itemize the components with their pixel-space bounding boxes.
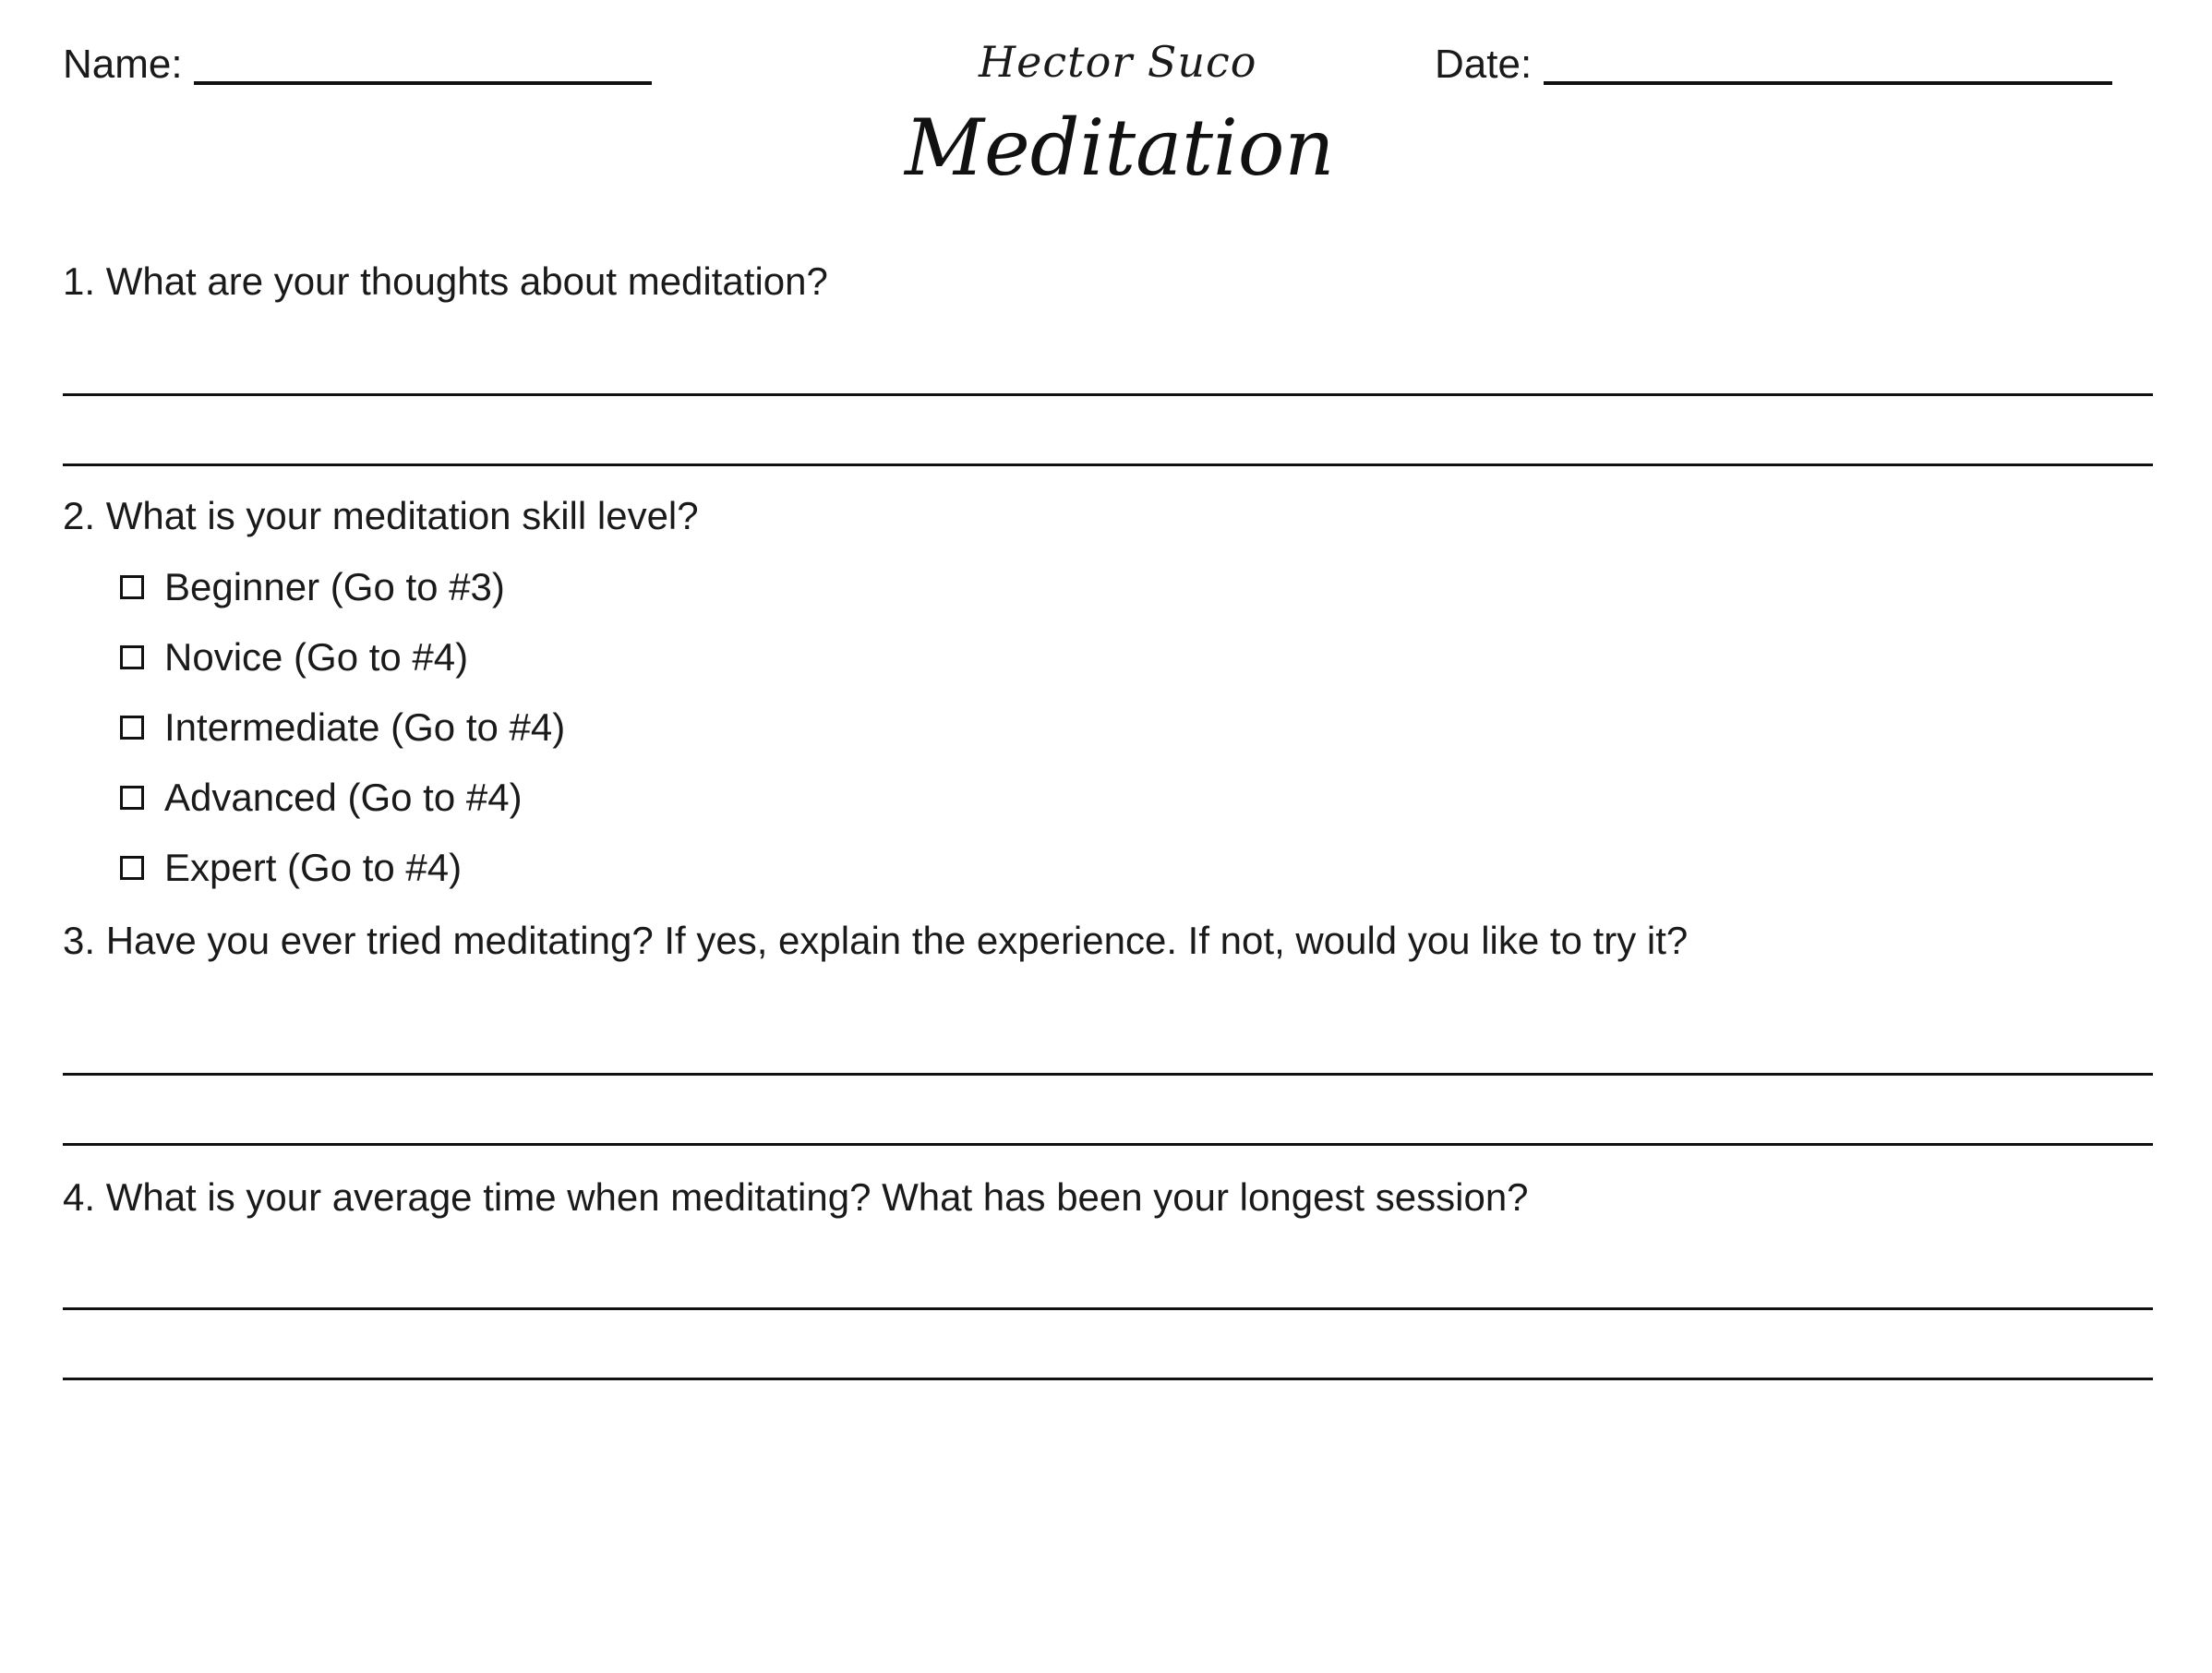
option-label: Advanced (Go to #4) [164,776,523,819]
option-advanced[interactable] [120,777,523,818]
name-label: Name: [63,42,183,87]
name-field-line[interactable] [194,81,652,85]
option-novice[interactable] [120,637,468,678]
option-label: Expert (Go to #4) [164,846,463,889]
page-title: Meditation [905,102,1335,193]
checkbox-icon[interactable] [120,786,144,810]
answer-line-q1-2[interactable] [63,463,2153,466]
option-label: Novice (Go to #4) [164,635,469,679]
question-3: 3. Have you ever tried meditating? If yes, explain the experience. If not, would you like to try it? [63,919,1689,962]
answer-line-q1-1[interactable] [63,393,2153,396]
author-name: Hector Suco [979,37,1257,87]
checkbox-icon[interactable] [120,645,144,669]
answer-line-q3-1[interactable] [63,1073,2153,1076]
answer-line-q4-2[interactable] [63,1378,2153,1380]
date-field-line[interactable] [1544,81,2112,85]
option-label: Beginner (Go to #3) [164,565,505,608]
question-4: 4. What is your average time when meditating? What has been your longest session? [63,1175,1529,1219]
option-expert[interactable] [120,848,462,888]
checkbox-icon[interactable] [120,856,144,880]
answer-line-q4-1[interactable] [63,1307,2153,1310]
checkbox-icon[interactable] [120,716,144,740]
option-intermediate[interactable] [120,707,565,748]
answer-line-q3-2[interactable] [63,1143,2153,1146]
date-label: Date: [1435,42,1533,87]
question-2: 2. What is your meditation skill level? [63,494,699,537]
option-beginner[interactable] [120,567,505,608]
checkbox-icon[interactable] [120,575,144,599]
question-1: 1. What are your thoughts about meditation? [63,259,828,303]
option-label: Intermediate (Go to #4) [164,705,566,749]
